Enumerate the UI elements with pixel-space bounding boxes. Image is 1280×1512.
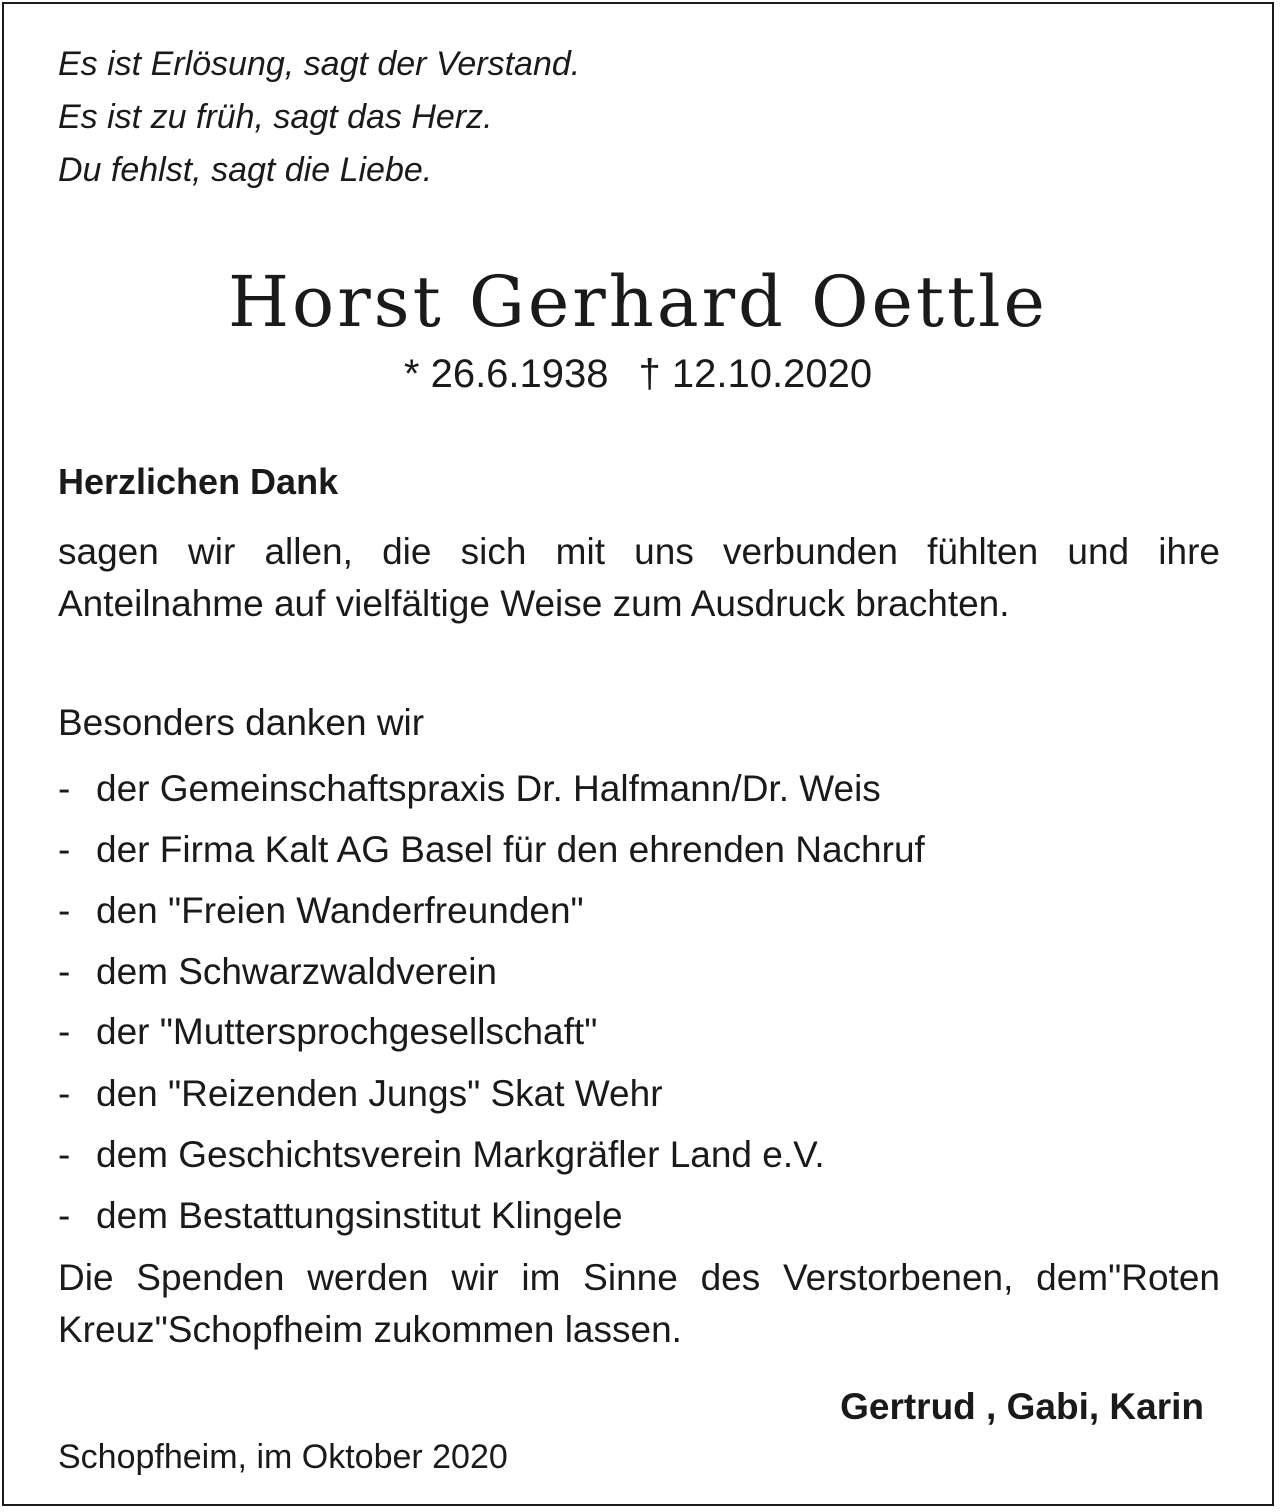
- quote-line-3: Du fehlst, sagt die Liebe.: [58, 151, 433, 189]
- list-item-text: der Firma Kalt AG Basel für den ehrenden Nachruf: [96, 829, 925, 870]
- quote-line-1: Es ist Erlösung, sagt der Verstand.: [58, 45, 581, 83]
- thanks-list-item: [58, 1129, 825, 1181]
- list-dash: -: [58, 1195, 71, 1236]
- thanks-heading: Herzlichen Dank: [58, 461, 339, 502]
- list-item-text: dem Bestattungsinstitut Klingele: [96, 1195, 623, 1236]
- quote-line-2: Es ist zu früh, sagt das Herz.: [58, 98, 493, 136]
- life-dates: [0, 348, 1276, 400]
- death-date: † 12.10.2020: [638, 352, 873, 396]
- thanks-list-item: [58, 885, 584, 937]
- list-dash: -: [58, 1073, 71, 1114]
- signature: Gertrud , Gabi, Karin: [840, 1386, 1204, 1427]
- list-item-text: der Gemeinschaftspraxis Dr. Halfmann/Dr. Weis: [96, 768, 881, 809]
- deceased-name: Horst Gerhard Oettle: [228, 261, 1048, 343]
- list-item-text: den "Freien Wanderfreunden": [96, 890, 584, 931]
- list-item-text: dem Geschichtsverein Markgräfler Land e.V.: [96, 1134, 825, 1175]
- list-item-text: dem Schwarzwaldverein: [96, 951, 498, 992]
- thanks-list-item: [58, 824, 925, 876]
- thanks-list-item: [58, 946, 497, 998]
- thanks-list-item: [58, 1068, 663, 1120]
- list-dash: -: [58, 1134, 71, 1175]
- list-dash: -: [58, 890, 71, 931]
- list-dash: -: [58, 951, 71, 992]
- list-dash: -: [58, 768, 71, 809]
- list-item-text: den "Reizenden Jungs" Skat Wehr: [96, 1073, 663, 1114]
- donation-paragraph: Die Spenden werden wir im Sinne des Verstorbenen, dem"Roten Kreuz"Schopfheim zukommen lassen.: [58, 1257, 1220, 1350]
- special-thanks-intro: Besonders danken wir: [58, 702, 425, 743]
- thanks-list-item: [58, 1006, 597, 1058]
- thanks-list-item: [58, 1190, 623, 1242]
- place-date: Schopfheim, im Oktober 2020: [58, 1438, 508, 1476]
- list-dash: -: [58, 1011, 71, 1052]
- thanks-list-item: [58, 763, 881, 815]
- list-item-text: der "Muttersprochgesellschaft": [96, 1011, 598, 1052]
- birth-date: * 26.6.1938: [403, 352, 609, 396]
- list-dash: -: [58, 829, 71, 870]
- thanks-paragraph: sagen wir allen, die sich mit uns verbunden fühlten und ihre Anteilnahme auf vielfältige Weise zum Ausdruck brachten.: [58, 531, 1220, 624]
